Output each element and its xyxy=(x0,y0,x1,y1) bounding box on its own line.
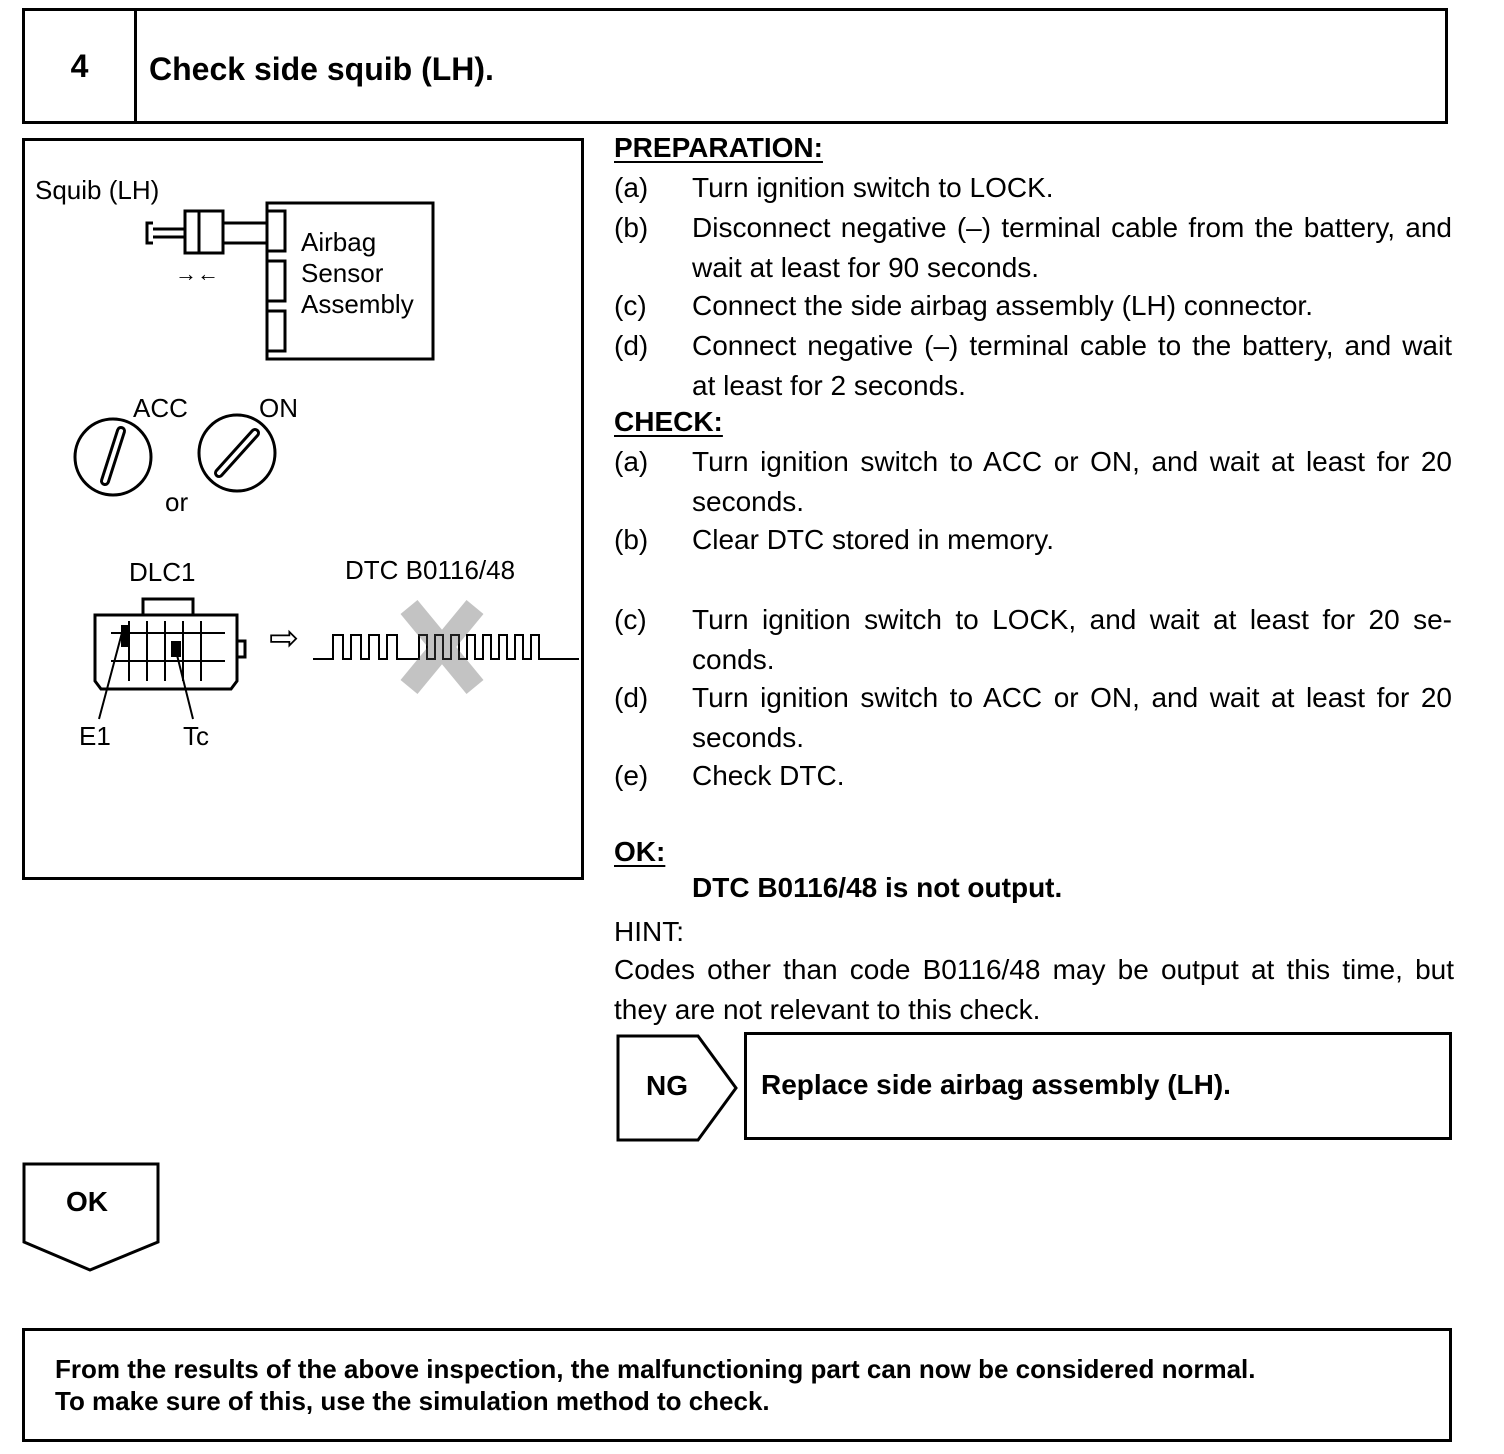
ok-flow-arrow xyxy=(22,1162,162,1274)
terminal-tc xyxy=(171,641,181,657)
ng-action-box xyxy=(744,1032,1452,1140)
tc-pointer xyxy=(177,655,193,719)
acc-label: ACC xyxy=(133,393,188,423)
ok-heading: OK: xyxy=(614,836,666,867)
ok-result-text: DTC B0116/48 is not output. xyxy=(692,872,1063,903)
check-item-e: (e) Check DTC. xyxy=(614,760,845,791)
conclusion-line1: From the results of the above inspection, the malfunctioning part can now be considered normal. xyxy=(55,1354,1256,1384)
or-label: or xyxy=(165,487,189,517)
prep-item-a: (a) Turn ignition switch to LOCK. xyxy=(614,172,1054,203)
sensor-label-line2: Sensor xyxy=(301,258,384,288)
dtc-label: DTC B0116/48 xyxy=(345,555,516,585)
e1-label: E1 xyxy=(79,721,111,751)
check-item-d: (d) Turn ignition switch to ACC or ON, and wait at least for 20 seconds. xyxy=(614,682,1452,753)
ng-label: NG xyxy=(646,1070,688,1101)
check-heading: CHECK: xyxy=(614,406,723,437)
sensor-label-line1: Airbag xyxy=(301,227,377,257)
step-header xyxy=(22,8,1448,124)
connect-arrow-icon: ⇨ xyxy=(269,617,300,658)
hint-text: Codes other than code B0116/48 may be output at this time, but they are not relevant to this check. xyxy=(614,954,1454,1025)
on-label: ON xyxy=(259,393,298,423)
dlc1-label: DLC1 xyxy=(129,557,196,587)
e1-pointer xyxy=(99,629,123,719)
check-item-c: (c) Turn ignition switch to LOCK, and wait at least for 20 se-conds. xyxy=(614,604,1452,675)
check-item-b: (b) Clear DTC stored in memory. xyxy=(614,524,1055,555)
hint-heading: HINT: xyxy=(614,916,684,947)
check-item-a: (a) Turn ignition switch to ACC or ON, and wait at least for 20 seconds. xyxy=(614,446,1452,517)
inspection-figure xyxy=(22,138,584,880)
connect-arrows: →← xyxy=(175,261,219,286)
step-number: 4 xyxy=(25,11,137,121)
squib-connector xyxy=(185,211,223,253)
conclusion-line2: To make sure of this, use the simulation method to check. xyxy=(55,1386,770,1416)
step-title: Check side squib (LH). xyxy=(149,51,494,87)
terminal-e1 xyxy=(121,625,129,647)
prep-item-d: (d) Connect negative (–) terminal cable to the battery, and wait at least for 2 seconds. xyxy=(614,330,1452,401)
prep-item-b: (b) Disconnect negative (–) terminal cable from the battery, and wait at least for 90 seconds. xyxy=(614,212,1452,283)
tc-label: Tc xyxy=(183,721,209,751)
conclusion-box xyxy=(22,1328,1452,1442)
squib-label: Squib (LH) xyxy=(35,175,160,205)
preparation-heading: PREPARATION: xyxy=(614,132,823,163)
squib-plug-tip xyxy=(147,223,153,243)
ok-flow-label: OK xyxy=(66,1186,108,1217)
sensor-label-line3: Assembly xyxy=(301,289,414,319)
conclusion-text xyxy=(55,1353,1256,1417)
prep-item-c: (c) Connect the side airbag assembly (LH) connector. xyxy=(614,290,1313,321)
ng-action-text: Replace side airbag assembly (LH). xyxy=(761,1069,1231,1100)
